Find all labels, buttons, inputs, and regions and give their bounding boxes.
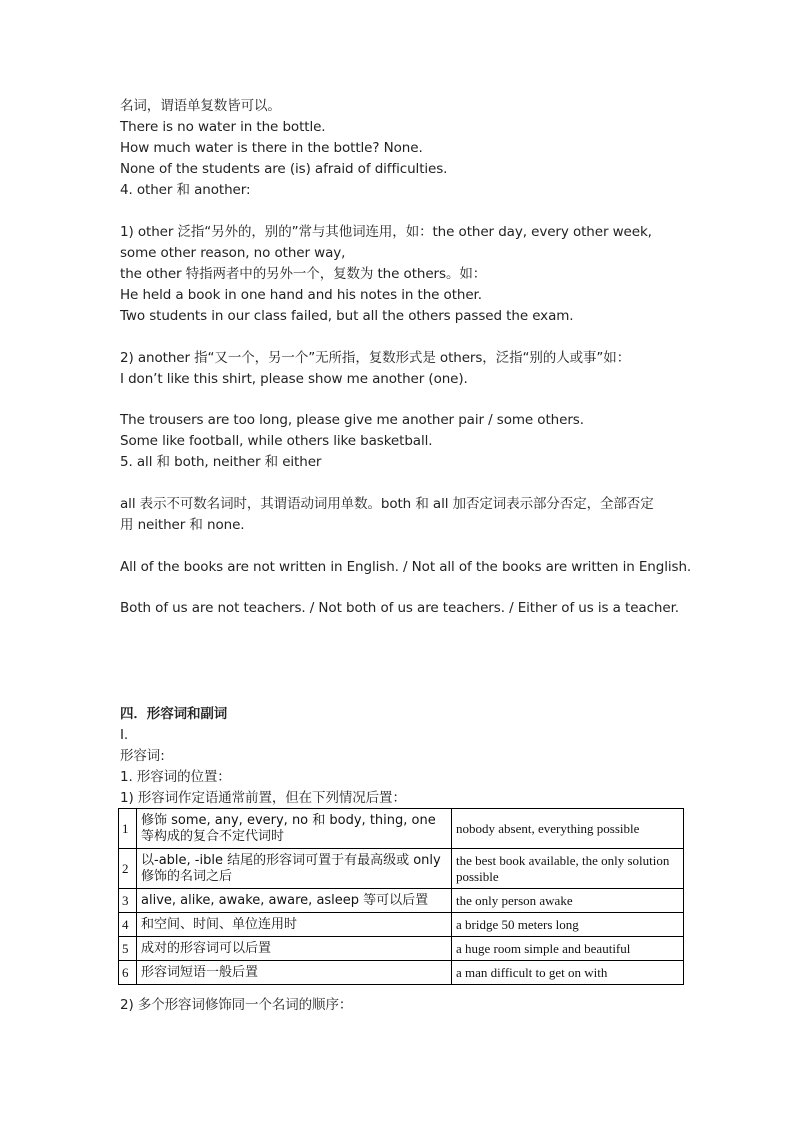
text-line: all 表示不可数名词时，其谓语动词用单数。both 和 all 加否定词表示部分否定，全部否定 [120, 496, 654, 512]
row-number: 5 [119, 937, 137, 961]
section-heading: 四．形容词和副词 [120, 706, 228, 722]
row-number: 3 [119, 889, 137, 913]
text-line: He held a book in one hand and his notes in the other. [120, 287, 482, 303]
table-row [119, 961, 684, 985]
example-cell: nobody absent, everything possible [452, 809, 684, 849]
table-row [119, 809, 684, 849]
rule-cell: 修饰 some, any, every, no 和 body, thing, one 等构成的复合不定代词时 [137, 809, 452, 849]
text-line: I don’t like this shirt, please show me another (one). [120, 371, 468, 387]
example-cell: the only person awake [452, 889, 684, 913]
rule-cell: 成对的形容词可以后置 [137, 937, 452, 961]
text-line: 1) 形容词作定语通常前置，但在下列情况后置： [120, 790, 406, 806]
text-line: 名词，谓语单复数皆可以。 [120, 98, 281, 114]
text-line: Both of us are not teachers. / Not both of us are teachers. / Either of us is a teacher. [120, 600, 679, 616]
text-line: Some like football, while others like basketball. [120, 433, 433, 449]
text-line: 4. other 和 another: [120, 182, 251, 198]
text-line: 用 neither 和 none. [120, 517, 245, 533]
text-line: 5. all 和 both, neither 和 either [120, 454, 322, 470]
text-line: I. [120, 727, 129, 743]
text-line: Two students in our class failed, but all the others passed the exam. [120, 308, 574, 324]
row-number: 2 [119, 849, 137, 889]
text-line: There is no water in the bottle. [120, 119, 326, 135]
rule-cell: 以-able, -ible 结尾的形容词可置于有最高级或 only 修饰的名词之后 [137, 849, 452, 889]
example-cell: a man difficult to get on with [452, 961, 684, 985]
text-line: some other reason, no other way, [120, 245, 346, 261]
row-number: 1 [119, 809, 137, 849]
rule-cell: 和空间、时间、单位连用时 [137, 913, 452, 937]
text-line: None of the students are (is) afraid of difficulties. [120, 161, 448, 177]
text-line: All of the books are not written in English. / Not all of the books are written in English. [120, 559, 692, 575]
row-number: 6 [119, 961, 137, 985]
table-row [119, 937, 684, 961]
text-line: the other 特指两者中的另外一个，复数为 the others。如： [120, 266, 487, 282]
text-line: The trousers are too long, please give me another pair / some others. [120, 412, 584, 428]
text-line: 形容词: [120, 748, 165, 764]
row-number: 4 [119, 913, 137, 937]
text-line: How much water is there in the bottle? None. [120, 140, 423, 156]
example-cell: a huge room simple and beautiful [452, 937, 684, 961]
table-row [119, 913, 684, 937]
text-line: 1. 形容词的位置： [120, 769, 231, 785]
table-row [119, 849, 684, 889]
rule-cell: 形容词短语一般后置 [137, 961, 452, 985]
text-line: 1) other 泛指“另外的，别的”常与其他词连用，如：the other day, every other week, [120, 224, 652, 240]
example-cell: a bridge 50 meters long [452, 913, 684, 937]
text-line: 2) 多个形容词修饰同一个名词的顺序： [120, 997, 353, 1013]
rule-cell: alive, alike, awake, aware, asleep 等可以后置 [137, 889, 452, 913]
table-row [119, 889, 684, 913]
example-cell: the best book available, the only solution possible [452, 849, 684, 889]
text-line: 2) another 指“又一个，另一个”无所指，复数形式是 others，泛指“别的人或事”如： [120, 350, 631, 366]
adjective-position-table [118, 808, 684, 985]
